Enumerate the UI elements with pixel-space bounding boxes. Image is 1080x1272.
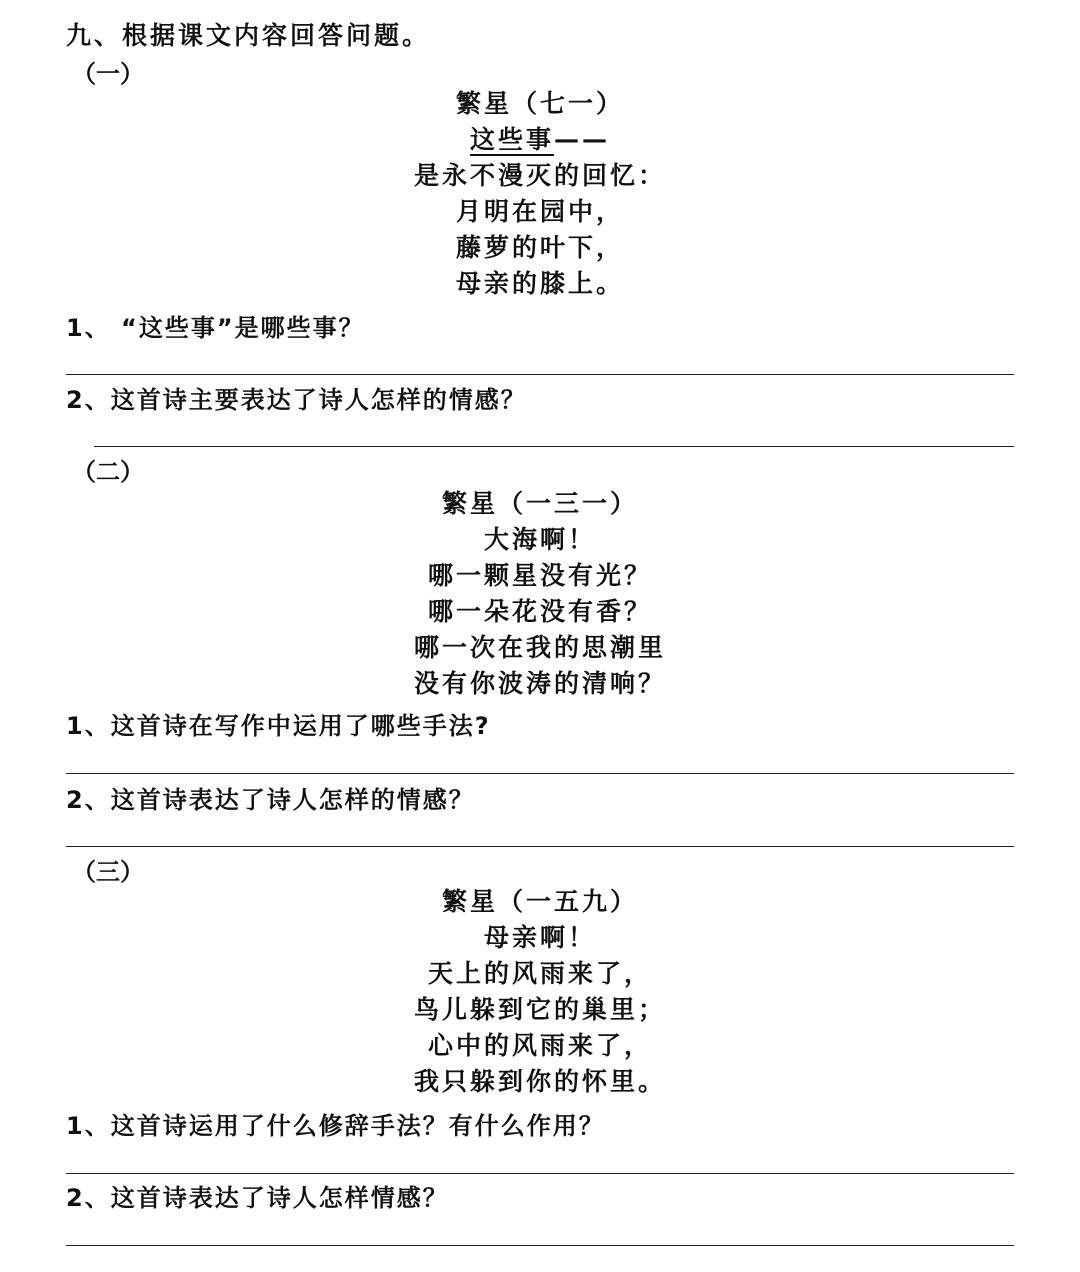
poem-line: 天上的风雨来了， [427,959,652,988]
section-label-1: （一） [72,60,144,88]
poem-title: 繁星（一五九） [441,887,638,916]
answer-line-3-1[interactable] [66,1173,1014,1174]
answer-line-2-2[interactable] [66,846,1014,847]
poem-line: 月明在园中， [455,197,624,226]
poem-line: 母亲的膝上。 [455,269,624,298]
question-3-1: 1、这首诗运用了什么修辞手法？有什么作用？ [66,1112,605,1140]
question-3-2: 2、这首诗表达了诗人怎样情感？ [66,1184,449,1212]
poem-line: 没有你波涛的清响？ [413,669,666,698]
poem-1 [0,86,1080,302]
answer-line-1-1[interactable] [66,374,1014,375]
poem-line: 是永不漫灭的回忆： [413,161,666,190]
poem-title: 繁星（七一） [455,89,624,118]
poem-line: 心中的风雨来了， [427,1031,652,1060]
poem-line: 鸟儿躲到它的巢里； [413,995,666,1024]
poem-line: 哪一朵花没有香？ [427,597,652,626]
poem-line: 藤萝的叶下， [455,233,624,262]
poem-line: 这些事—— [469,125,610,154]
poem-line: 我只躲到你的怀里。 [413,1067,666,1096]
question-1-1: 1、 “这些事”是哪些事？ [66,314,365,342]
poem-title: 繁星（一三一） [441,489,638,518]
answer-line-2-1[interactable] [66,773,1014,774]
question-2-1: 1、这首诗在写作中运用了哪些手法? [66,712,491,740]
poem-2 [0,486,1080,702]
poem-line: 哪一颗星没有光？ [427,561,652,590]
section-label-2: （二） [72,458,144,486]
answer-line-1-2[interactable] [94,446,1014,447]
question-2-2: 2、这首诗表达了诗人怎样的情感？ [66,786,475,814]
underlined-phrase: 这些事 [469,125,554,154]
poem-3 [0,884,1080,1100]
question-1-2: 2、这首诗主要表达了诗人怎样的情感？ [66,386,527,414]
poem-line: 大海啊！ [483,525,596,554]
section-label-3: （三） [72,858,144,886]
exercise-heading: 九、根据课文内容回答问题。 [66,21,431,50]
poem-line: 哪一次在我的思潮里 [413,633,666,662]
answer-line-3-2[interactable] [66,1245,1014,1246]
poem-line: 母亲啊！ [483,923,596,952]
